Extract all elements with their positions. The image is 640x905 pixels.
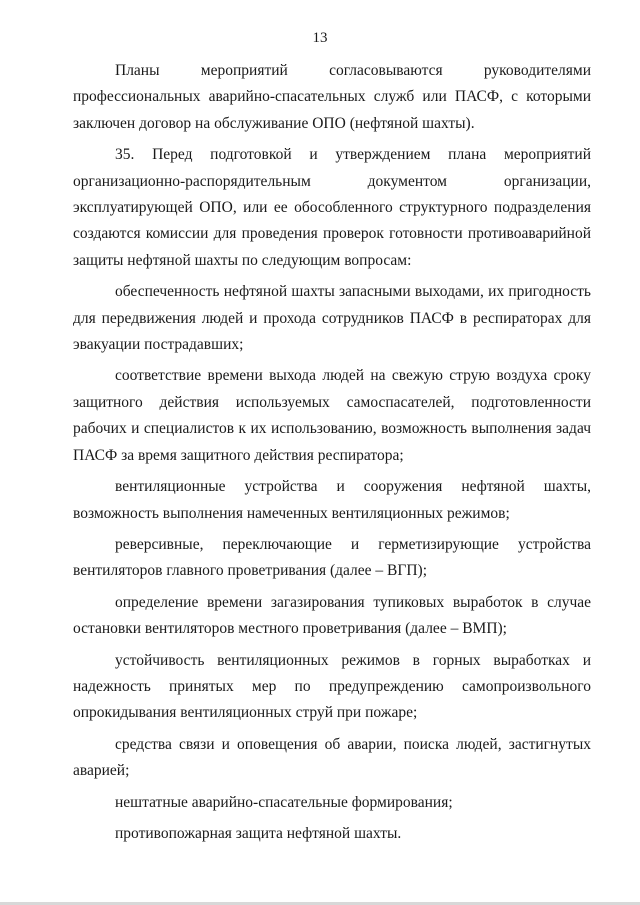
document-body <box>73 58 591 847</box>
list-item-fire-protection: противопожарная защита нефтяной шахты. <box>115 824 402 842</box>
paragraph-item-35: 35. Перед подготовкой и утверждением плана мероприятий организационно-распорядительным документом организации, эксплуатирующей ОПО, или ее обособленного структурного подразделения создаются комиссии для проведения проверок готовности противоаварийной защиты нефтяной шахты по следующим вопросам: <box>73 146 591 269</box>
list-item-exit-time: соответствие времени выхода людей на свежую струю воздуха сроку защитного действия используемых самоспасателей, подготовленности рабочих и специалистов к их использованию, возможность выполнения задач ПАСФ за время защитного действия респиратора; <box>73 367 591 464</box>
list-item-rescue-formations: нештатные аварийно-спасательные формирования; <box>115 793 453 811</box>
list-item-communication: средства связи и оповещения об аварии, поиска людей, застигнутых аварией; <box>73 735 591 780</box>
list-item-ventilation-devices: вентиляционные устройства и сооружения нефтяной шахты, возможность выполнения намеченных вентиляционных режимов; <box>73 478 591 522</box>
page-number: 13 <box>312 30 328 46</box>
list-item-reversing-devices: реверсивные, переключающие и герметизирующие устройства вентиляторов главного проветривания (далее – ВГП); <box>73 535 591 580</box>
list-item-gassing-time: определение времени загазирования тупиковых выработок в случае остановки вентиляторов местного проветривания (далее – ВМП); <box>73 593 591 638</box>
paragraph-plans-agreement: Планы мероприятий согласовываются руководителями профессиональных аварийно-спасательных служб или ПАСФ, с которыми заключен договор на обслуживание ОПО (нефтяной шахты). <box>73 62 591 132</box>
list-item-emergency-exits: обеспеченность нефтяной шахты запасными выходами, их пригодность для передвижения людей и прохода сотрудников ПАСФ в респираторах для эвакуации пострадавших; <box>73 283 591 354</box>
list-item-ventilation-stability: устойчивость вентиляционных режимов в горных выработках и надежность принятых мер по предупреждению самопроизвольного опрокидывания вентиляционных струй при пожаре; <box>73 651 591 722</box>
